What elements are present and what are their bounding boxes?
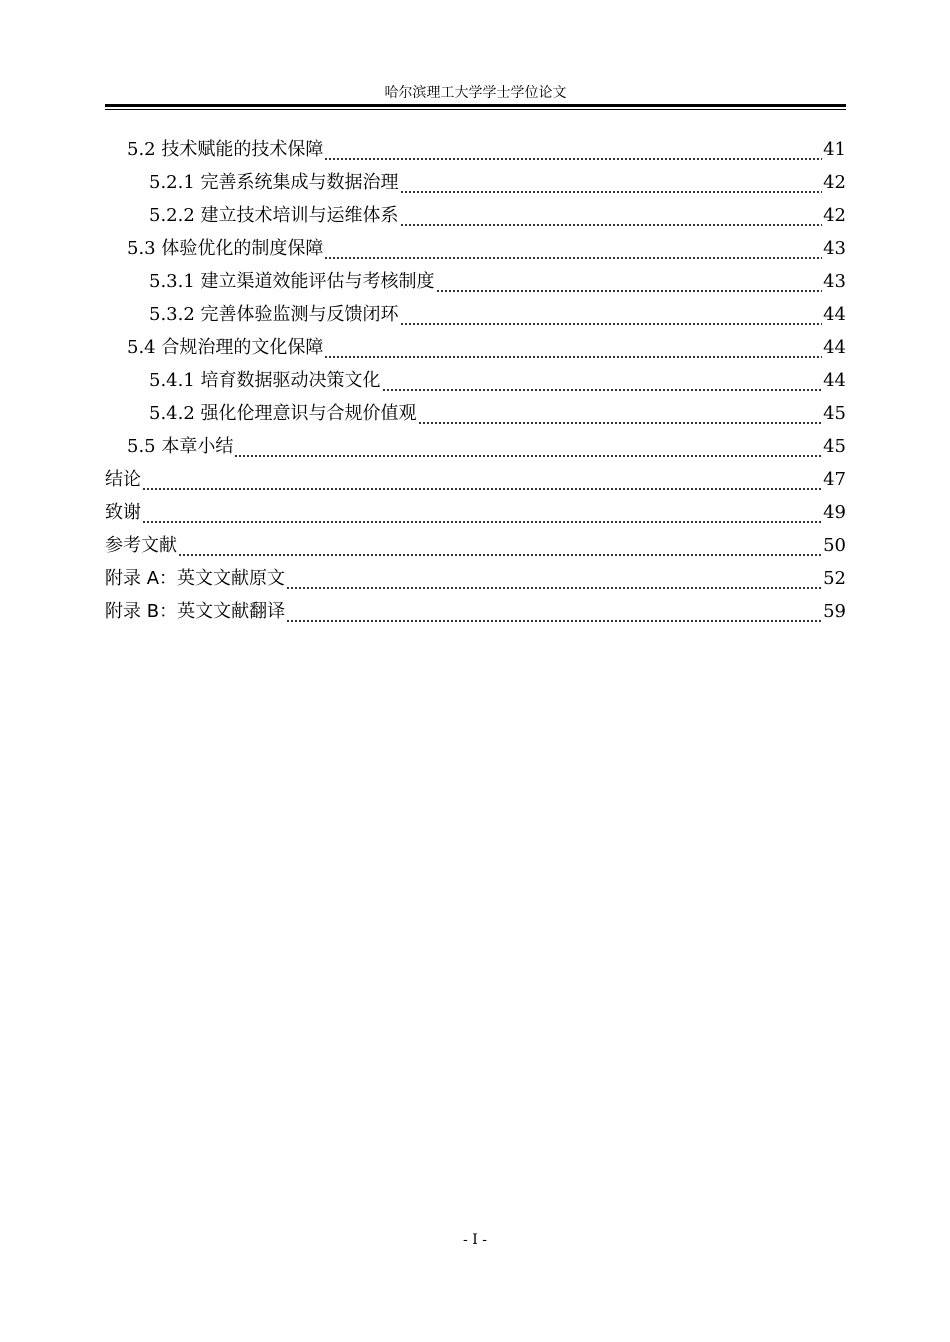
toc-entry-title: 5.4 合规治理的文化保障 (127, 337, 324, 358)
toc-dot-leader (324, 331, 822, 364)
toc-entry-page: 44 (823, 370, 846, 391)
toc-entry[interactable] (105, 133, 846, 166)
toc-entry-title: 5.2 技术赋能的技术保障 (127, 139, 324, 160)
toc-entry-page: 45 (823, 436, 846, 457)
toc-entry[interactable] (105, 331, 846, 364)
toc-entry[interactable] (105, 529, 846, 562)
toc-entry-title: 5.2.1 完善系统集成与数据治理 (149, 172, 399, 193)
toc-entry-title: 5.5 本章小结 (127, 436, 234, 457)
toc-entry-page: 44 (823, 304, 846, 325)
toc-entry[interactable] (105, 496, 846, 529)
toc-entry[interactable] (105, 232, 846, 265)
toc-entry-title: 5.3.2 完善体验监测与反馈闭环 (149, 304, 399, 325)
toc-entry-title: 致谢 (105, 502, 141, 523)
toc-dot-leader (382, 364, 823, 397)
toc-entry-page: 42 (823, 205, 846, 226)
toc-dot-leader (324, 232, 822, 265)
header-rule-thick (105, 104, 846, 107)
page-number: - I - (463, 1232, 487, 1248)
toc-entry[interactable] (105, 562, 846, 595)
header-rule-thin (105, 109, 846, 110)
toc-entry[interactable] (105, 298, 846, 331)
toc-entry-page: 44 (823, 337, 846, 358)
table-of-contents (105, 133, 846, 628)
toc-entry-page: 59 (823, 601, 846, 622)
toc-dot-leader (178, 529, 822, 562)
toc-dot-leader (400, 199, 823, 232)
toc-entry-page: 42 (823, 172, 846, 193)
toc-entry-page: 43 (823, 238, 846, 259)
toc-entry[interactable] (105, 595, 846, 628)
toc-dot-leader (142, 496, 822, 529)
toc-dot-leader (286, 595, 822, 628)
toc-entry-page: 49 (823, 502, 846, 523)
toc-dot-leader (286, 562, 822, 595)
page-header: 哈尔滨理工大学学士学位论文 (384, 85, 567, 101)
toc-entry-title: 5.3 体验优化的制度保障 (127, 238, 324, 259)
toc-entry[interactable] (105, 463, 846, 496)
toc-entry-title: 附录 A：英文文献原文 (105, 568, 286, 589)
toc-entry[interactable] (105, 364, 846, 397)
toc-dot-leader (400, 298, 823, 331)
toc-entry-page: 43 (823, 271, 846, 292)
toc-dot-leader (324, 133, 822, 166)
toc-entry-page: 50 (823, 535, 846, 556)
toc-entry-page: 45 (823, 403, 846, 424)
toc-dot-leader (234, 430, 822, 463)
toc-entry-title: 5.4.1 培育数据驱动决策文化 (149, 370, 381, 391)
toc-entry[interactable] (105, 397, 846, 430)
toc-entry-title: 附录 B：英文文献翻译 (105, 601, 286, 622)
header-rule (105, 104, 846, 110)
toc-entry[interactable] (105, 166, 846, 199)
toc-entry-title: 结论 (105, 469, 141, 490)
toc-entry-page: 47 (823, 469, 846, 490)
toc-dot-leader (436, 265, 823, 298)
toc-entry[interactable] (105, 265, 846, 298)
toc-entry-title: 5.3.1 建立渠道效能评估与考核制度 (149, 271, 435, 292)
toc-entry-title: 5.2.2 建立技术培训与运维体系 (149, 205, 399, 226)
toc-entry-page: 52 (823, 568, 846, 589)
toc-dot-leader (142, 463, 822, 496)
toc-entry-title: 参考文献 (105, 535, 177, 556)
toc-entry-page: 41 (823, 139, 846, 160)
toc-dot-leader (418, 397, 823, 430)
toc-entry[interactable] (105, 430, 846, 463)
toc-dot-leader (400, 166, 823, 199)
toc-entry-title: 5.4.2 强化伦理意识与合规价值观 (149, 403, 417, 424)
toc-entry[interactable] (105, 199, 846, 232)
